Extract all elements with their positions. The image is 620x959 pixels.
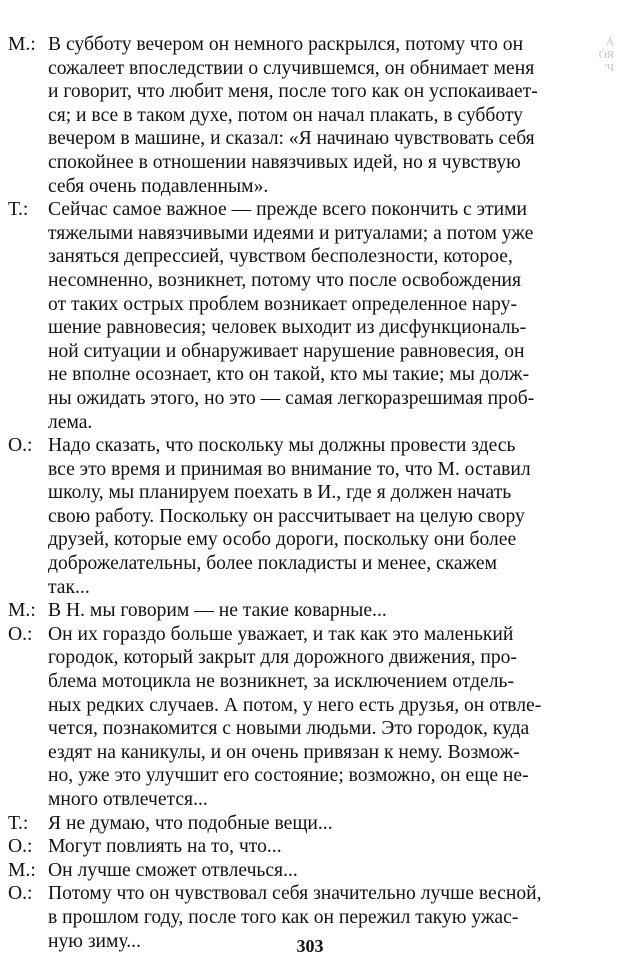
text-line: вечером в машине, и сказал: «Я начинаю чувствовать себя: [48, 128, 535, 150]
text-line: Он лучше сможет отвлечься...: [48, 859, 298, 881]
utterance-text: [48, 434, 582, 599]
text-line: Надо сказать, что поскольку мы должны провести здесь: [48, 435, 516, 457]
bleed-mark: 'Ч: [604, 62, 614, 74]
speaker-label: М.:: [8, 859, 36, 881]
text-line: шение равновесия; человек выходит из дисфункциональ-: [48, 317, 527, 339]
dialogue-turn: [8, 198, 582, 434]
text-line: доброжелательны, более покладисты и менее, скажем: [48, 553, 497, 575]
text-line: свою работу. Поскольку он рассчитывает на целую свору: [48, 505, 525, 527]
text-line: Могут повлиять на то, что...: [48, 836, 282, 858]
dialogue-turn: [8, 623, 582, 812]
speaker-label: М.:: [8, 34, 36, 55]
text-line: Потому что он чувствовал себя значительно лучше весной,: [48, 883, 542, 905]
text-line: ся; и все в таком духе, потом он начал плакать, в субботу: [48, 104, 523, 126]
text-line: В Н. мы говорим — не такие коварные...: [48, 600, 387, 622]
utterance-text: [48, 812, 582, 836]
speaker-label: О.:: [8, 435, 33, 457]
text-line: и говорит, что любит меня, после того как он успокаивает-: [48, 81, 538, 103]
text-line: тяжелыми навязчивыми идеями и ритуалами; а потом уже: [48, 222, 534, 244]
text-line: все это время и принимая во внимание то, что М. оставил: [48, 458, 531, 480]
speaker-label: Т.:: [8, 199, 29, 221]
text-line: ездят на каникулы, и он очень привязан к нему. Возмож-: [48, 741, 520, 763]
page-number: 303: [296, 936, 324, 956]
dialogue-turn: [8, 812, 582, 836]
dialogue-turn: [8, 835, 582, 859]
text-line: городок, который закрыт для дорожного движения, про-: [48, 647, 518, 669]
text-line: себя очень подавленным».: [48, 175, 269, 197]
text-line: ную зиму...: [48, 930, 141, 952]
dialogue-turn: [8, 33, 582, 198]
text-line: много отвлечется...: [48, 789, 208, 810]
margin-bleed-through: [588, 36, 614, 75]
text-line: Сейчас самое важное — прежде всего покончить с этими: [48, 199, 527, 221]
utterance-text: [48, 198, 582, 434]
text-line: но, уже это улучшит его состояние; возможно, он еще не-: [48, 765, 529, 787]
text-line: несомненно, возникнет, потому что после освобождения: [48, 269, 522, 291]
text-line: Я не думаю, что подобные вещи...: [48, 812, 333, 834]
text-line: чется, познакомится с новыми людьми. Это городок, куда: [48, 718, 530, 740]
dialogue-turn: [8, 859, 582, 883]
text-line: заняться депрессией, чувством бесполезности, которое,: [48, 246, 513, 268]
speaker-label: О.:: [8, 883, 33, 905]
utterance-text: [48, 33, 582, 198]
utterance-text: [48, 835, 582, 859]
text-line: сожалеет впоследствии о случившемся, он обнимает меня: [48, 57, 535, 79]
utterance-text: [48, 599, 582, 623]
text-line: ны ожидать этого, но это — самая легкоразрешимая проб-: [48, 387, 535, 409]
utterance-text: [48, 623, 582, 812]
text-line: блема мотоцикла не возникнет, за исключением отдель-: [48, 671, 514, 693]
dialogue-turn: [8, 599, 582, 623]
dialogue-transcript: [8, 33, 582, 953]
text-line: лема.: [48, 411, 93, 433]
text-line: спокойнее в отношении навязчивых идей, но я чувствую: [48, 151, 521, 173]
bleed-mark: Á: [606, 36, 614, 48]
speaker-label: М.:: [8, 600, 36, 622]
text-line: школу, мы планируем поехать в И., где я должен начать: [48, 482, 512, 504]
text-line: друзей, которые ему особо дороги, поскольку они более: [48, 529, 517, 551]
text-line: Он их гораздо больше уважает, и так как это маленький: [48, 623, 514, 645]
text-line: так...: [48, 576, 90, 598]
text-line: не вполне осознает, кто он такой, кто мы такие; мы долж-: [48, 364, 530, 386]
speaker-label: Т.:: [8, 812, 29, 834]
text-line: в прошлом году, после того как он пережил такую ужас-: [48, 906, 519, 928]
text-line: ной ситуации и обнаруживает нарушение равновесия, он: [48, 340, 525, 362]
text-line: В субботу вечером он немного раскрылся, потому что он: [48, 34, 524, 55]
speaker-label: О.:: [8, 623, 33, 645]
text-line: от таких острых проблем возникает определенное нару-: [48, 293, 517, 315]
speaker-label: О.:: [8, 836, 33, 858]
dialogue-turn: [8, 434, 582, 599]
bleed-mark: ÓЯ: [598, 49, 614, 61]
text-line: ных редких случаев. А потом, у него есть друзья, он отвле-: [48, 694, 542, 716]
utterance-text: [48, 859, 582, 883]
